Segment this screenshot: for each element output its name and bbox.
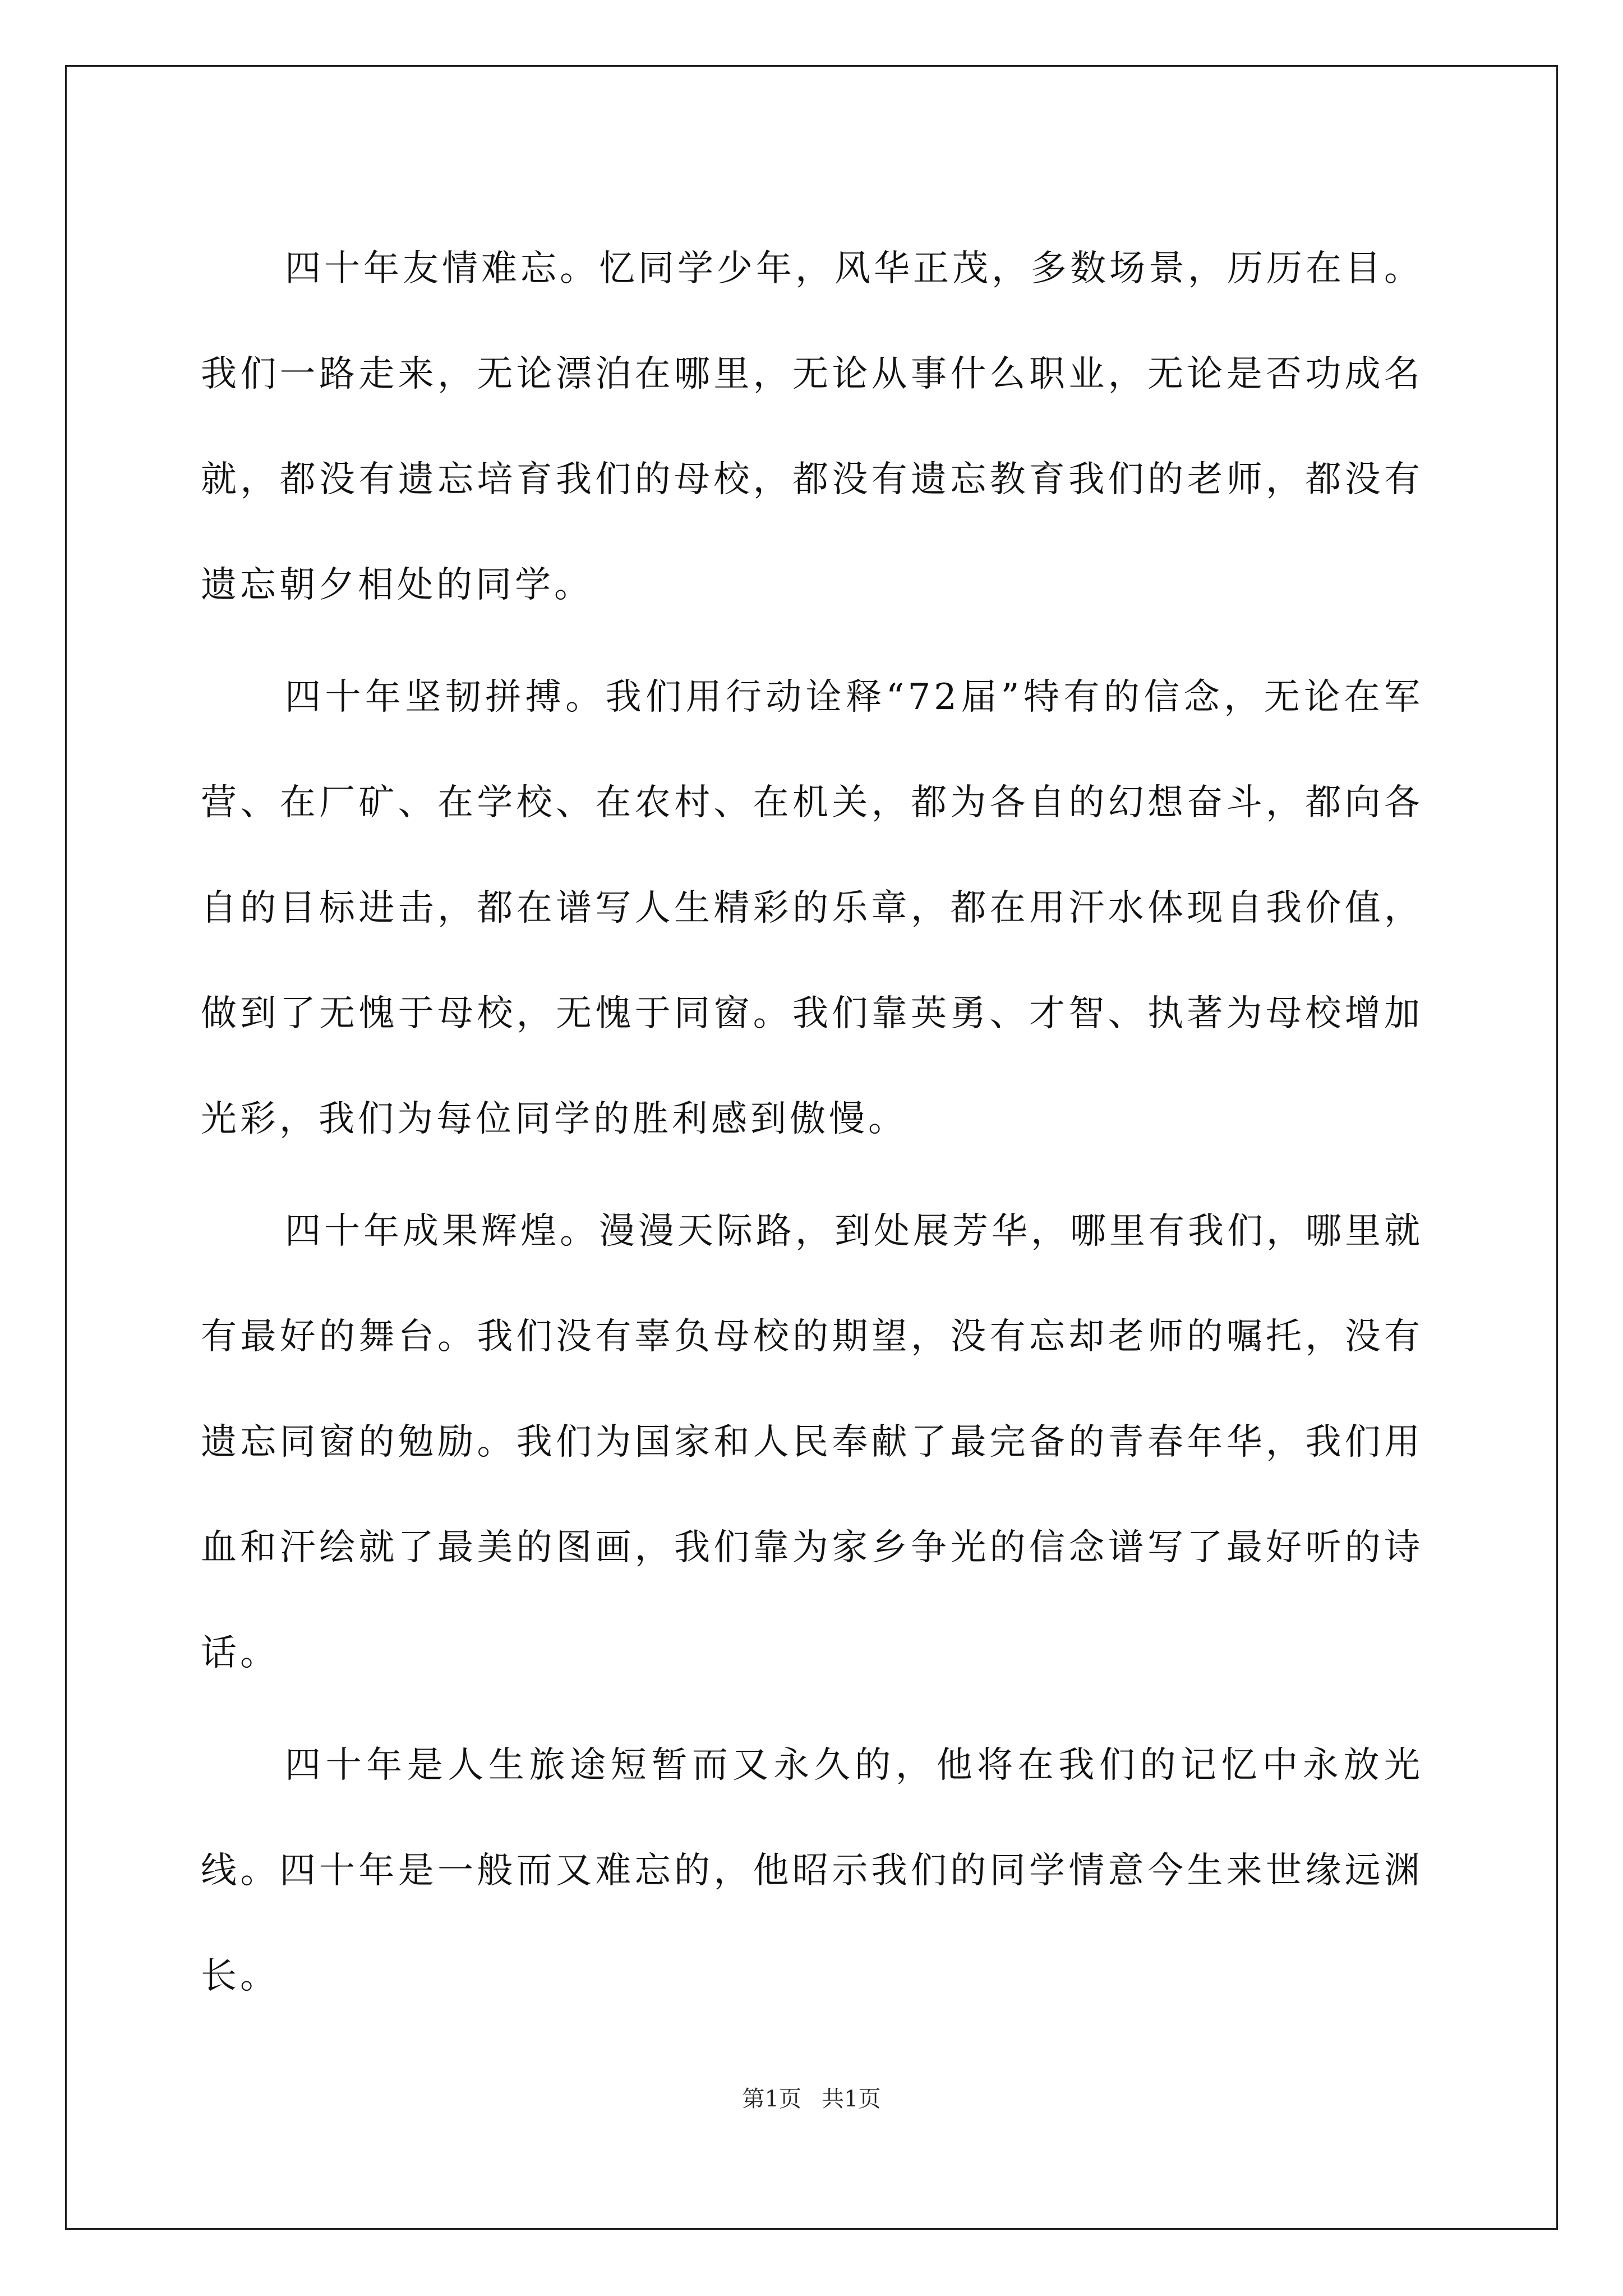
page-footer (0, 2082, 1623, 2116)
paragraph-achievement: 四十年成果辉煌。漫漫天际路，到处展芳华，哪里有我们，哪里就有最好的舞台。我们没有辜负母校的期望，没有忘却老师的嘱托，没有遗忘同窗的勉励。我们为国家和人民奉献了最完备的青春年华，我们用血和汗绘就了最美的图画，我们靠为家乡争光的信念谱写了最好听的诗话。 (201, 1211, 1423, 1674)
paragraph-closing: 四十年是人生旅途短暂而又永久的，他将在我们的记忆中永放光线。四十年是一般而又难忘的，他昭示我们的同学情意今生来世缘远渊长。 (201, 1745, 1423, 1997)
page-total: 共1页 (822, 2086, 881, 2112)
document-body (201, 216, 1423, 2029)
paragraph-struggle: 四十年坚韧拼搏。我们用行动诠释“72届”特有的信念，无论在军营、在厂矿、在学校、在农村、在机关，都为各自的幻想奋斗，都向各自的目标进击，都在谱写人生精彩的乐章，都在用汗水体现自我价值，做到了无愧于母校，无愧于同窗。我们靠英勇、才智、执著为母校增加光彩，我们为每位同学的胜利感到傲慢。 (201, 677, 1423, 1140)
page-number: 第1页 (742, 2086, 801, 2112)
paragraph-friendship: 四十年友情难忘。忆同学少年，风华正茂，多数场景，历历在目。我们一路走来，无论漂泊在哪里，无论从事什么职业，无论是否功成名就，都没有遗忘培育我们的母校，都没有遗忘教育我们的老师，都没有遗忘朝夕相处的同学。 (201, 248, 1423, 606)
